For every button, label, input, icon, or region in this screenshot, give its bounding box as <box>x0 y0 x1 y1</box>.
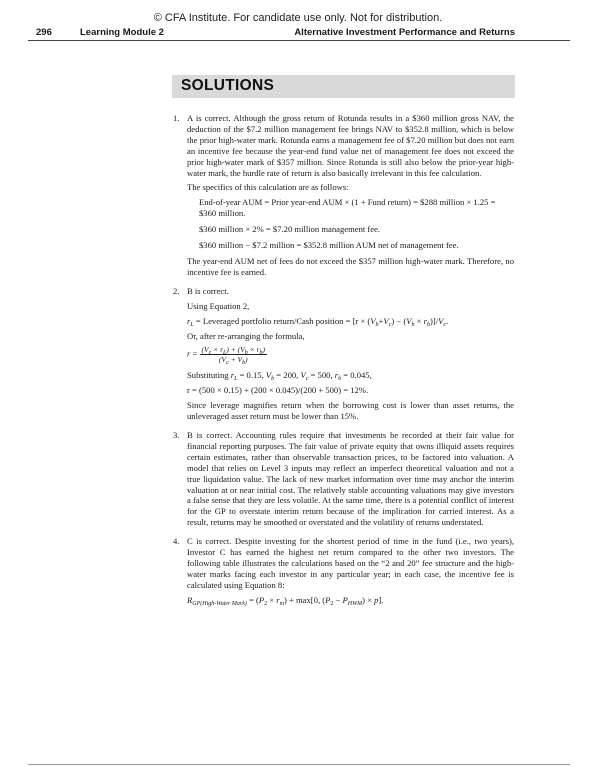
solution-1 <box>174 113 514 278</box>
solution-number: 2. <box>173 285 180 296</box>
solutions-banner <box>172 75 515 98</box>
solution-paragraph: B is correct. Accounting rules require that investments be recorded at their fair value for financial reporting purposes. The fair value of private equity that owns illiquid assets requires certain estimates, rather than observable transaction prices, to be factored into valuation. A model that relies on Level 3 inputs may reflect an imperfect theoretical valuation and not a true liquidation value. The lack of new market information over time may anchor the interim valuation at or near initial cost. The relatively stable accounting valuations may give investors a false sense that they are less volatile. At the same time, there is a potential conflict of interest for the GP to overstate interim return because of the implication for carried interest. As a result, returns may be smoothed or overstated and the volatility of returns understated. <box>187 430 514 528</box>
equation-8: $R_{GP(High-Water Mark)} = (P_2 \times r_m) + \max[0$, $(P_2 - P_{HWM}) \times p$]. <box>187 594 384 607</box>
solution-number: 1. <box>173 113 180 123</box>
calc-line: $360 million − $7.2 million = $352.8 million AUM net of management fee. <box>199 240 459 251</box>
equation-leveraged-return: $r_L$ = Leveraged portfolio return/Cash position = $[r \times (V_b+V_c) - (V_b \times r_b)]/V_c$. <box>187 315 449 328</box>
calc-line: $360 million × 2% = $7.20 million management fee. <box>199 224 381 235</box>
solution-paragraph: B is correct. <box>187 285 229 296</box>
solutions-heading: SOLUTIONS <box>181 77 275 94</box>
page-number: 296 <box>36 27 52 38</box>
solution-paragraph: Or, after re-arranging the formula, <box>187 330 305 341</box>
solution-paragraph: A is correct. Although the gross return of Rotunda results in a $360 million gross NAV, the deduction of the $7.2 million management fee brings NAV to $352.8 million, which is below the prior high-water mark. Rotunda earns a management fee of $7.20 million but does not earn an incentive fee because the year-end fund value net of management fee does not exceed the prior high-water mark of $357 million. Since Rotunda is still also below the prior-year high-water mark, the hurdle rate of return is also basically irrelevant in this fee calculation. <box>187 113 514 178</box>
solution-paragraph: Using Equation 2, <box>187 300 250 311</box>
bottom-rule <box>28 764 570 765</box>
copyright-notice: © CFA Institute. For candidate use only. Not for distribution. <box>153 12 443 24</box>
solutions-content <box>174 113 514 614</box>
solution-3 <box>174 430 514 528</box>
solution-2 <box>174 286 514 422</box>
solution-number: 4. <box>173 536 180 547</box>
solution-paragraph: The year-end AUM net of fees do not exceed the $357 million high-water mark. Therefore, no incentive fee is earned. <box>187 255 514 277</box>
module-label: Learning Module 2 <box>80 27 164 38</box>
solution-4 <box>174 536 514 605</box>
equation-rearranged: r = $\frac{(V_c \times r_L) + (V_b \times r_b)}{(V_c + V_b)}$ <box>187 345 265 367</box>
calculation-line: r = (500 × 0.15) + (200 × 0.045)/(200 + 500) = 12%. <box>187 385 369 396</box>
solution-number: 3. <box>173 430 180 441</box>
calc-line: End-of-year AUM = Prior year-end AUM × (1 + Fund return) = $288 million × 1.25 = $360 million. <box>199 197 496 219</box>
running-title: Alternative Investment Performance and Returns <box>294 27 515 38</box>
substitution-line: Substituting $r_L = 0.15$, $V_b = 200$, $V_c = 500$, $r_b = 0.045$, <box>187 370 372 383</box>
solution-paragraph: The specifics of this calculation are as follows: <box>187 182 349 193</box>
solution-paragraph: Since leverage magnifies return when the borrowing cost is lower than asset returns, the unleveraged asset return must be lower than 15%. <box>187 400 514 422</box>
header-rule <box>28 40 570 41</box>
solution-paragraph: C is correct. Despite investing for the shortest period of time in the fund (i.e., two years), Investor C has earned the highest net return compared to the other two investors. The following table illustrates the calculations based on the “2 and 20” fee structure and the high-water marks facing each investor in any particular year; in each case, the incentive fee is calculated using Equation 8: <box>187 536 514 590</box>
